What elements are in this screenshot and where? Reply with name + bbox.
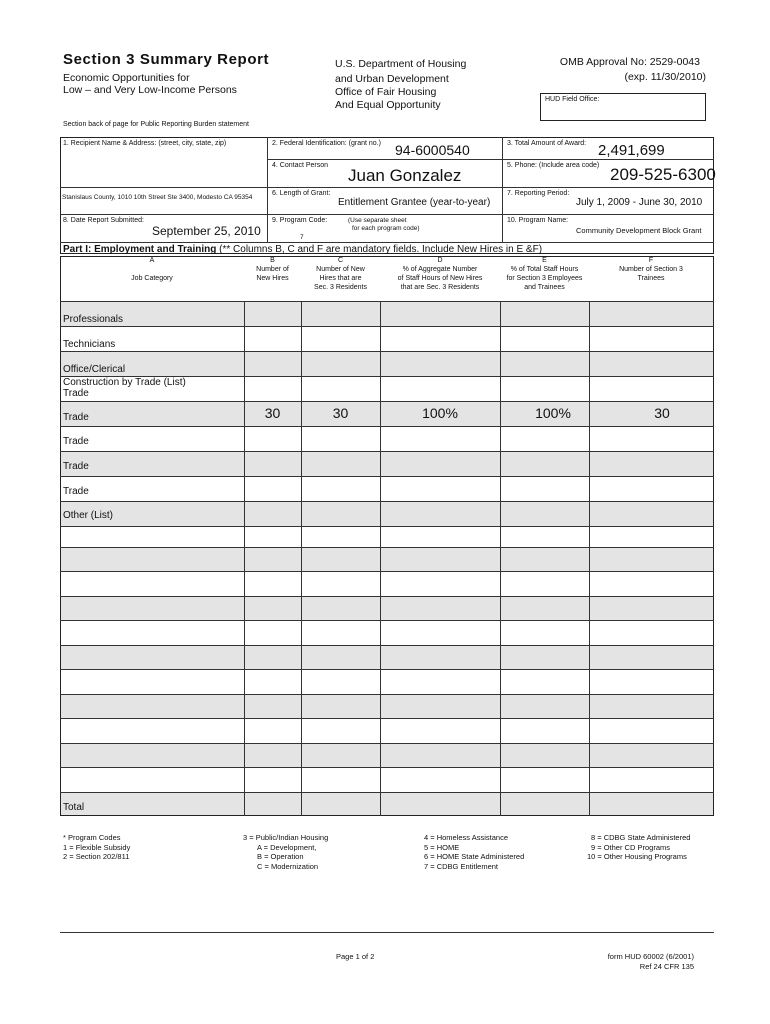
program-code-value[interactable]: 7: [300, 234, 304, 241]
program-name-label: 10. Program Name:: [507, 217, 569, 224]
hud-field-office-box[interactable]: HUD Field Office:: [540, 93, 706, 121]
employment-table: [60, 256, 714, 816]
program-name-value[interactable]: Community Development Block Grant: [576, 226, 702, 235]
trade-pct-staff-hours[interactable]: 100%: [535, 405, 571, 421]
date-submitted-value[interactable]: September 25, 2010: [152, 224, 261, 238]
row-office-clerical: Office/Clerical: [63, 364, 126, 375]
federal-id-value[interactable]: 94-6000540: [395, 142, 470, 158]
legend-col-4: 8 = CDBG State Administered 9 = Other CD Programs 10 = Other Housing Programs: [587, 833, 691, 861]
contact-value[interactable]: Juan Gonzalez: [348, 166, 462, 185]
col-e-header: E % of Total Staff Hours for Section 3 Employees and Trainees: [506, 257, 583, 291]
program-code-label: 9. Program Code:: [272, 217, 328, 224]
footer-rule: [60, 932, 714, 933]
row-other: Other (List): [63, 510, 114, 521]
col-c-header: C Number of New Hires that are Sec. 3 Residents: [314, 257, 367, 291]
agency-block: U.S. Department of Housing and Urban Development Office of Fair Housing And Equal Opportunity: [335, 58, 467, 111]
row-trade-4: Trade: [63, 486, 89, 497]
col-f-header: F Number of Section 3 Trainees: [619, 257, 683, 282]
burden-note: Section back of page for Public Reporting Burden statement: [63, 121, 249, 128]
row-trade-1: Trade: [63, 412, 89, 423]
recipient-label: 1. Recipient Name & Address: (street, city, state, zip): [63, 140, 227, 147]
legend-col-3: 4 = Homeless Assistance 5 = HOME 6 = HOME State Administered 7 = CDBG Entitlement: [424, 833, 525, 871]
report-subtitle: Economic Opportunities for Low – and Very Low-Income Persons: [63, 72, 237, 96]
award-label: 3. Total Amount of Award:: [507, 140, 587, 147]
col-d-header: D % of Aggregate Number of Staff Hours of New Hires that are Sec. 3 Residents: [397, 257, 483, 291]
reporting-period-label: 7. Reporting Period:: [507, 190, 570, 197]
row-technicians: Technicians: [63, 339, 116, 350]
form-number: form HUD 60002 (6/2001) Ref 24 CFR 135: [607, 952, 694, 971]
length-label: 6. Length of Grant:: [272, 190, 331, 197]
col-a-header: A Job Category: [131, 257, 173, 282]
col-b-header: B Number of New Hires: [256, 257, 289, 282]
date-submitted-label: 8. Date Report Submitted:: [63, 217, 144, 224]
contact-label: 4. Contact Person: [272, 162, 329, 169]
row-trade-3: Trade: [63, 461, 89, 472]
federal-id-label: 2. Federal Identification: (grant no.): [272, 140, 381, 147]
legend-col-2: 3 = Public/Indian Housing A = Development, B = Operation C = Modernization: [243, 833, 329, 871]
trade-trainees[interactable]: 30: [654, 405, 670, 421]
row-total: Total: [63, 802, 85, 813]
omb-expiration: (exp. 11/30/2010): [624, 71, 706, 83]
trade-pct-aggregate[interactable]: 100%: [422, 405, 458, 421]
report-title: Section 3 Summary Report: [63, 51, 270, 68]
phone-label: 5. Phone: (Include area code): [507, 162, 600, 169]
trade-new-hires[interactable]: 30: [264, 405, 281, 421]
part1-heading: Part I: Employment and Training (** Columns B, C and F are mandatory fields. Include New Hires in E &F): [63, 244, 543, 255]
omb-approval: OMB Approval No: 2529-0043: [559, 56, 700, 68]
program-code-note: (Use separate sheet for each program code): [348, 217, 420, 232]
reporting-period-value[interactable]: July 1, 2009 - June 30, 2010: [576, 197, 703, 208]
length-value[interactable]: Entitlement Grantee (year-to-year): [338, 197, 491, 208]
phone-value[interactable]: 209-525-6300: [610, 165, 716, 184]
row-professionals: Professionals: [63, 314, 124, 325]
award-value[interactable]: 2,491,699: [598, 142, 665, 159]
row-construction: Construction by Trade (List) Trade: [63, 377, 186, 399]
row-trade-2: Trade: [63, 436, 89, 447]
page-number: Page 1 of 2: [336, 952, 375, 961]
recipient-value[interactable]: Stanislaus County, 1010 10th Street Ste 3400, Modesto CA 95354: [62, 194, 253, 201]
trade-sec3-hires[interactable]: 30: [332, 405, 349, 421]
legend-col-1: * Program Codes 1 = Flexible Subsidy 2 = Section 202/811: [63, 833, 131, 861]
